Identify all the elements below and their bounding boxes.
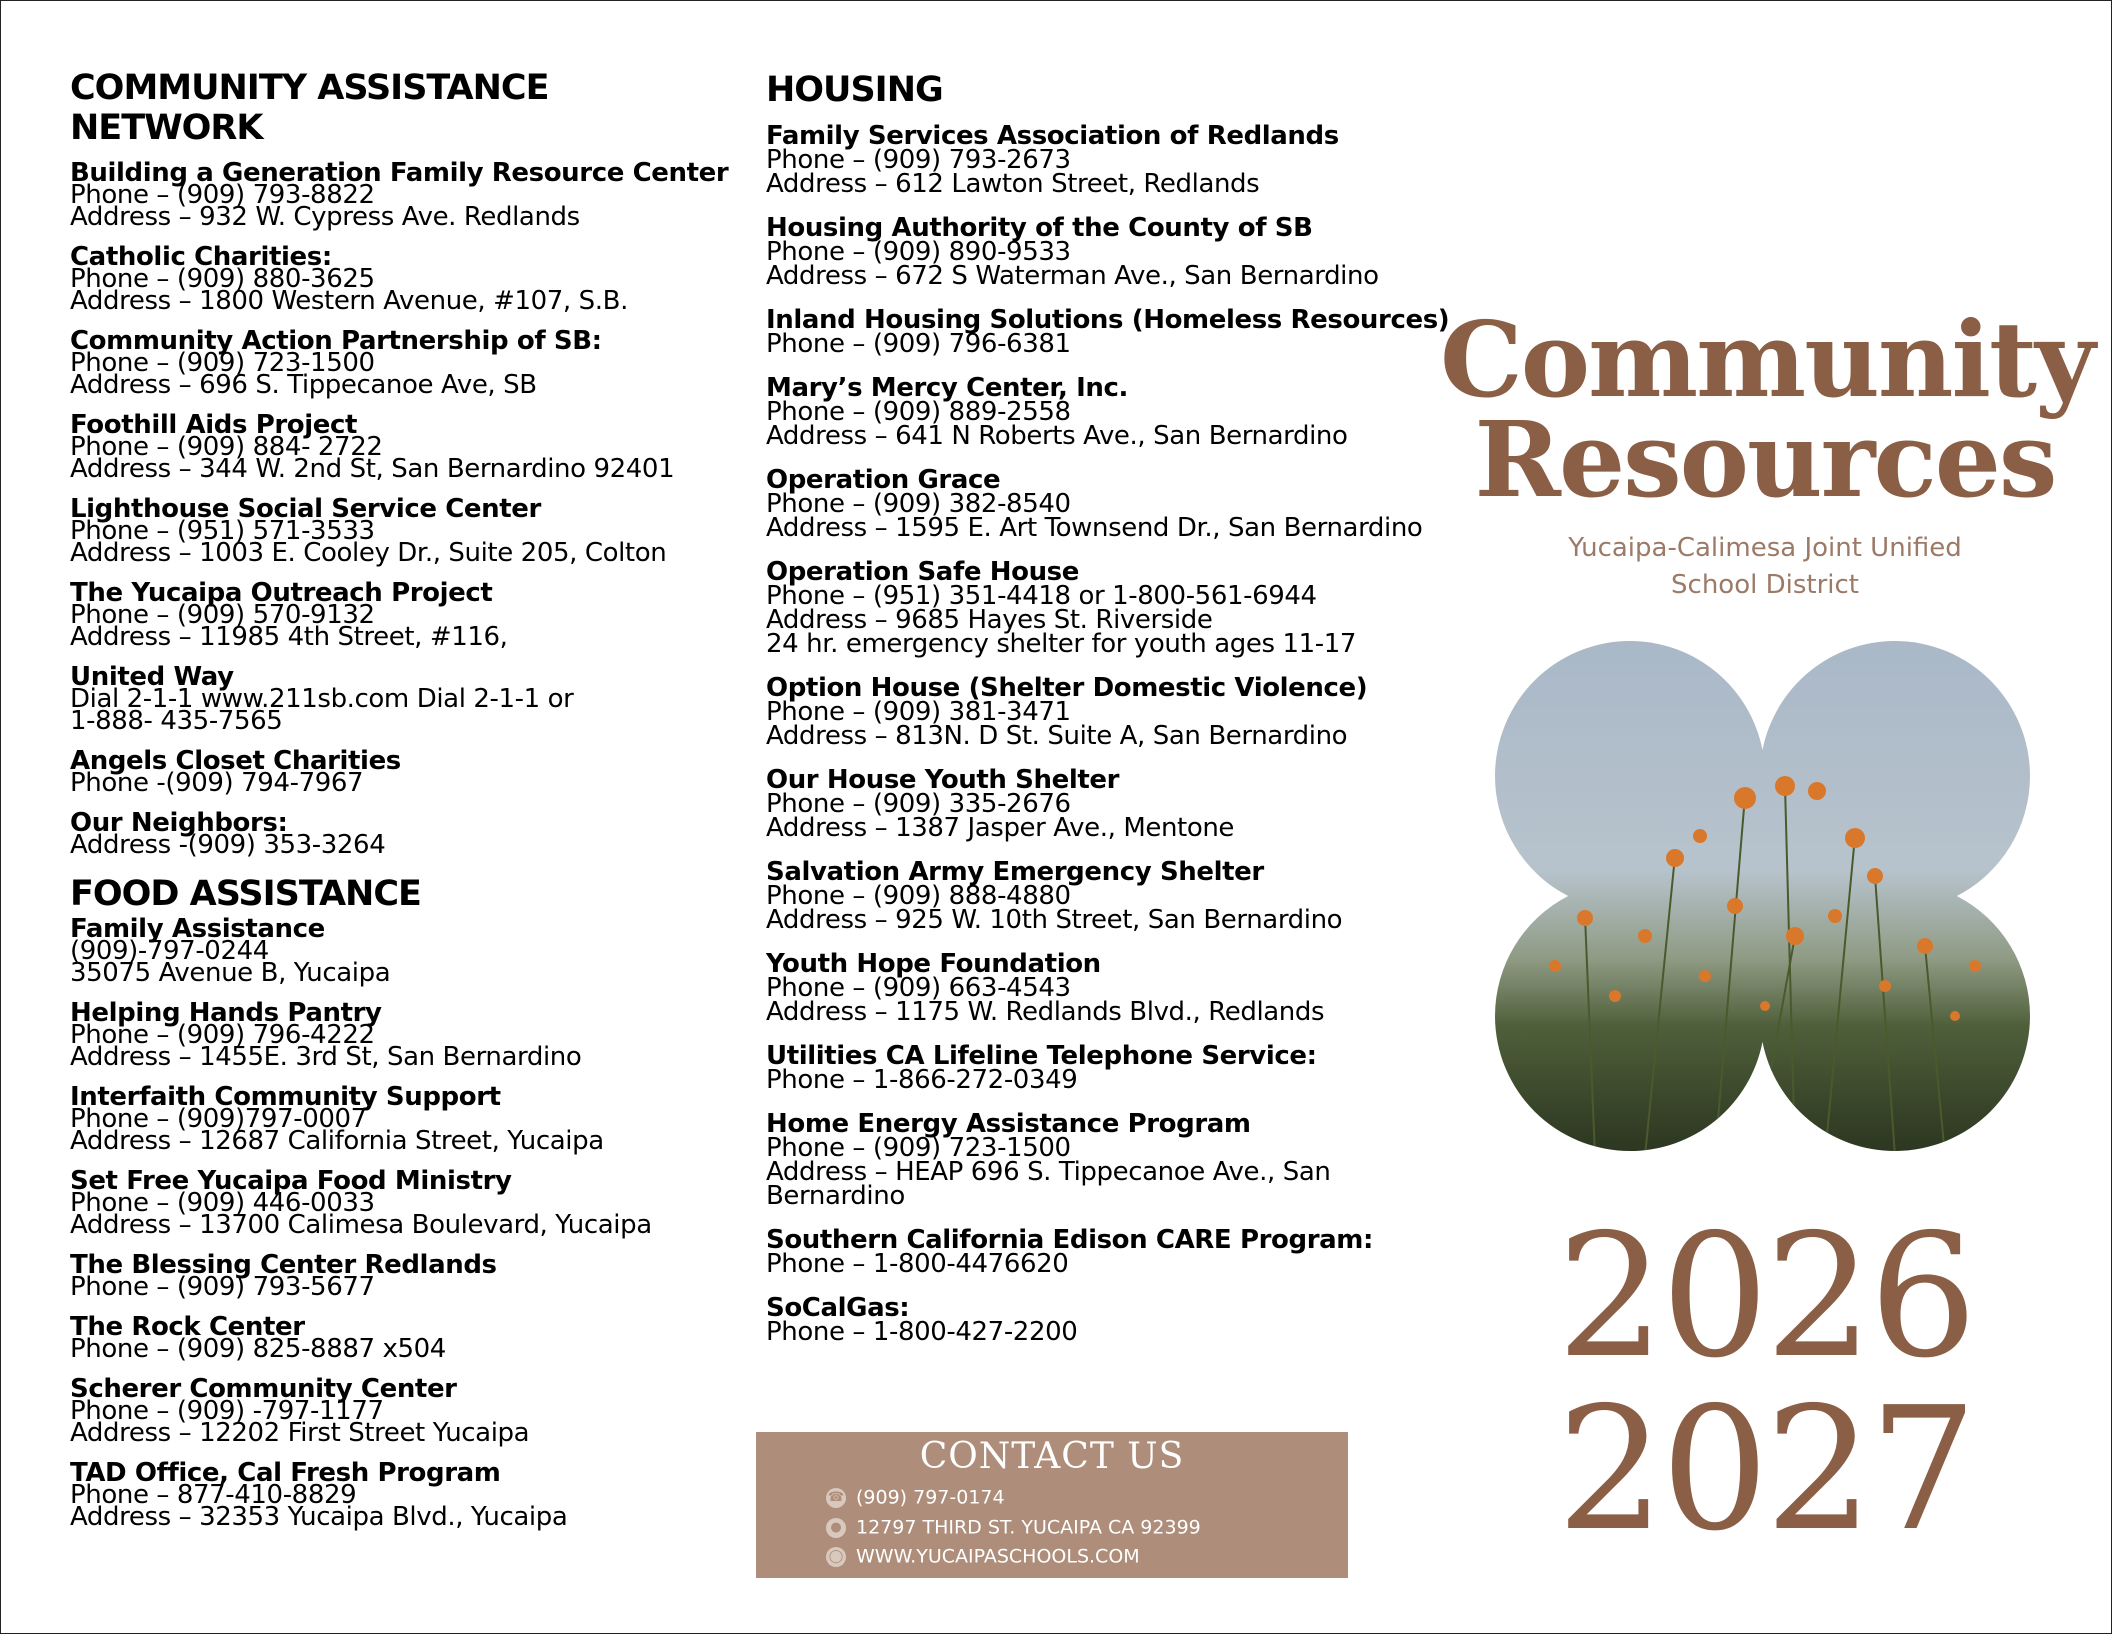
resource-entry: [766, 557, 1426, 659]
resource-entry: [766, 465, 1426, 543]
resource-entry: [766, 673, 1426, 751]
resource-name: Interfaith Community Support: [70, 1082, 501, 1112]
resource-detail: Phone – (909) 889-2558: [766, 397, 1071, 427]
resource-entry: [70, 494, 710, 568]
resource-name: The Blessing Center Redlands: [70, 1250, 497, 1280]
resource-detail: Address – 1003 E. Cooley Dr., Suite 205, Colton: [70, 538, 667, 568]
cover-title: [1440, 298, 2094, 521]
resource-entry: [766, 1293, 1426, 1347]
resource-entry: [70, 662, 710, 736]
resource-detail: Phone -(909) 794-7967: [70, 768, 364, 798]
resource-name: Set Free Yucaipa Food Ministry: [70, 1166, 512, 1196]
resource-name: Our Neighbors:: [70, 808, 288, 838]
resource-detail: Address -(909) 353-3264: [70, 830, 386, 860]
resource-entry: [70, 808, 710, 860]
resource-entry: [766, 1225, 1426, 1279]
resource-name: The Yucaipa Outreach Project: [70, 578, 493, 608]
resource-detail: Phone – (951) 351-4418 or 1-800-561-6944: [766, 581, 1317, 611]
resource-detail: Address – 813N. D St. Suite A, San Bernardino: [766, 721, 1348, 751]
resource-detail: Address – 1595 E. Art Townsend Dr., San Bernardino: [766, 513, 1423, 543]
section-title-food: FOOD ASSISTANCE: [70, 874, 421, 914]
resource-detail: Phone – (909)797-0007: [70, 1104, 367, 1134]
resource-detail: Phone – (909) -797-1177: [70, 1396, 384, 1426]
resource-entry: [70, 158, 729, 232]
resource-detail: Phone – (909) 796-6381: [766, 329, 1071, 359]
contact-title: CONTACT US: [919, 1436, 1185, 1477]
resource-name: Option House (Shelter Domestic Violence): [766, 673, 1368, 703]
section-title-housing: HOUSING: [766, 70, 943, 110]
resource-entry: [766, 213, 1426, 291]
resource-detail: Phone – (909) 890-9533: [766, 237, 1071, 267]
location-pin-icon: ●: [826, 1518, 846, 1538]
contact-address-row: [826, 1516, 1201, 1539]
cover-title-line1: Community: [1440, 298, 2094, 421]
resource-entry: [766, 857, 1426, 935]
resource-detail: Phone – (909) 723-1500: [70, 348, 375, 378]
resource-entry: [70, 914, 710, 988]
resource-detail: 1-888- 435-7565: [70, 706, 283, 736]
resource-detail: Phone – 1-800-427-2200: [766, 1317, 1078, 1347]
section-title-community: COMMUNITY ASSISTANCE NETWORK: [70, 68, 549, 148]
resource-detail: Bernardino: [766, 1181, 905, 1211]
cover-title-line2: Resources: [1474, 398, 2056, 521]
resource-detail: Phone – (909) 381-3471: [766, 697, 1071, 727]
community-entries: [70, 158, 729, 860]
resource-detail: Dial 2-1-1 www.211sb.com Dial 2-1-1 or: [70, 684, 574, 714]
resource-detail: Address – 641 N Roberts Ave., San Bernardino: [766, 421, 1348, 451]
resource-name: Housing Authority of the County of SB: [766, 213, 1313, 243]
contact-website[interactable]: WWW.YUCAIPASCHOOLS.COM: [856, 1545, 1140, 1568]
resource-detail: Address – 1800 Western Avenue, #107, S.B.: [70, 286, 628, 316]
resource-name: Youth Hope Foundation: [766, 949, 1101, 979]
resource-name: Our House Youth Shelter: [766, 765, 1120, 795]
contact-website-row: [826, 1545, 1140, 1568]
resource-detail: Phone – (909) 888-4880: [766, 881, 1071, 911]
resource-detail: Address – 1387 Jasper Ave., Mentone: [766, 813, 1235, 843]
resource-entry: [70, 1374, 710, 1448]
resource-detail: Address – 1175 W. Redlands Blvd., Redlands: [766, 997, 1325, 1027]
resource-detail: Phone – (909) 570-9132: [70, 600, 375, 630]
resource-detail: Phone – (909) 382-8540: [766, 489, 1071, 519]
resource-entry: [70, 746, 710, 798]
year-end: 2027: [1556, 1371, 1974, 1569]
resource-entry: [70, 410, 710, 484]
resource-entry: [70, 326, 710, 400]
resource-detail: Address – 12202 First Street Yucaipa: [70, 1418, 530, 1448]
resource-entry: [766, 765, 1426, 843]
resource-detail: Phone – 1-800-4476620: [766, 1249, 1069, 1279]
resource-name: The Rock Center: [70, 1312, 305, 1342]
resource-entry: [766, 949, 1426, 1027]
resource-name: Southern California Edison CARE Program:: [766, 1225, 1373, 1255]
resource-detail: Phone – (909) 335-2676: [766, 789, 1071, 819]
district-name: [1500, 530, 2030, 604]
resource-name: Foothill Aids Project: [70, 410, 358, 440]
food-entries: [70, 914, 710, 1532]
housing-entries: [766, 121, 1450, 1347]
resource-detail: Address – 925 W. 10th Street, San Bernardino: [766, 905, 1343, 935]
resource-detail: Phone – (909) 796-4222: [70, 1020, 375, 1050]
resource-entry: [70, 578, 710, 652]
resource-detail: Address – 12687 California Street, Yucaipa: [70, 1126, 604, 1156]
resource-name: Family Assistance: [70, 914, 325, 944]
resource-detail: 35075 Avenue B, Yucaipa: [70, 958, 391, 988]
globe-icon: ◯: [826, 1547, 846, 1567]
resource-name: Helping Hands Pantry: [70, 998, 382, 1028]
resource-entry: [766, 305, 1450, 359]
resource-name: Utilities CA Lifeline Telephone Service:: [766, 1041, 1317, 1071]
resource-detail: Address – 672 S Waterman Ave., San Bernardino: [766, 261, 1379, 291]
resource-entry: [70, 1166, 710, 1240]
resource-name: Home Energy Assistance Program: [766, 1109, 1251, 1139]
resource-name: Mary’s Mercy Center, Inc.: [766, 373, 1129, 403]
left-column: [70, 68, 729, 1546]
resource-detail: Phone – (909) 884- 2722: [70, 432, 383, 462]
resource-entry: [70, 998, 710, 1072]
resource-name: Community Action Partnership of SB:: [70, 326, 602, 356]
resource-detail: Address – 32353 Yucaipa Blvd., Yucaipa: [70, 1502, 568, 1532]
resource-detail: 24 hr. emergency shelter for youth ages 11-17: [766, 629, 1357, 659]
resource-entry: [70, 1250, 710, 1302]
middle-column: [766, 70, 1450, 1364]
resource-name: Scherer Community Center: [70, 1374, 457, 1404]
resource-detail: Phone – (909) 723-1500: [766, 1133, 1071, 1163]
resource-detail: Address – 344 W. 2nd St, San Bernardino 92401: [70, 454, 675, 484]
resource-name: Operation Safe House: [766, 557, 1079, 587]
resource-entry: [766, 373, 1426, 451]
contact-phone-row: [826, 1486, 1005, 1509]
resource-detail: (909)-797-0244: [70, 936, 269, 966]
resource-detail: Address – 13700 Calimesa Boulevard, Yucaipa: [70, 1210, 652, 1240]
resource-detail: Phone – (909) 793-5677: [70, 1272, 375, 1302]
resource-entry: [70, 1458, 710, 1532]
resource-detail: Phone – (909) 793-2673: [766, 145, 1071, 175]
resource-detail: Phone – 877-410-8829: [70, 1480, 357, 1510]
contact-box: [756, 1432, 1348, 1578]
resource-detail: Phone – (909) 880-3625: [70, 264, 375, 294]
resource-detail: Address – 1455E. 3rd St, San Bernardino: [70, 1042, 582, 1072]
resource-name: Angels Closet Charities: [70, 746, 401, 776]
resource-name: Building a Generation Family Resource Center: [70, 158, 729, 188]
resource-entry: [70, 1082, 710, 1156]
resource-detail: Phone – 1-866-272-0349: [766, 1065, 1078, 1095]
resource-detail: Address – 612 Lawton Street, Redlands: [766, 169, 1260, 199]
year-start: 2026: [1556, 1198, 1974, 1396]
resource-detail: Address – 932 W. Cypress Ave. Redlands: [70, 202, 580, 232]
resource-name: Salvation Army Emergency Shelter: [766, 857, 1264, 887]
resource-detail: Phone – (951) 571-3533: [70, 516, 375, 546]
resource-detail: Phone – (909) 446-0033: [70, 1188, 375, 1218]
resource-name: Family Services Association of Redlands: [766, 121, 1339, 151]
resource-name: Lighthouse Social Service Center: [70, 494, 541, 524]
district-line2: School District: [1671, 570, 1859, 600]
resource-name: Operation Grace: [766, 465, 1001, 495]
flower-field-image: [1495, 636, 2030, 1156]
resource-detail: Phone – (909) 663-4543: [766, 973, 1071, 1003]
contact-address: 12797 THIRD ST. YUCAIPA CA 92399: [856, 1516, 1201, 1539]
resource-entry: [766, 121, 1426, 199]
resource-entry: [766, 1041, 1426, 1095]
resource-entry: [766, 1109, 1426, 1211]
resource-detail: Phone – (909) 793-8822: [70, 180, 375, 210]
resource-detail: Address – 11985 4th Street, #116,: [70, 622, 508, 652]
contact-phone: (909) 797-0174: [856, 1486, 1005, 1509]
district-line1: Yucaipa-Calimesa Joint Unified: [1568, 533, 1962, 563]
resource-name: Inland Housing Solutions (Homeless Resources): [766, 305, 1450, 335]
resource-detail: Phone – (909) 825-8887 x504: [70, 1334, 446, 1364]
resource-detail: Address – 9685 Hayes St. Riverside: [766, 605, 1213, 635]
resource-detail: Address – HEAP 696 S. Tippecanoe Ave., San: [766, 1157, 1331, 1187]
resource-name: Catholic Charities:: [70, 242, 332, 272]
resource-entry: [70, 242, 710, 316]
phone-icon: ☎: [826, 1488, 846, 1508]
resource-name: United Way: [70, 662, 234, 692]
resource-entry: [70, 1312, 710, 1364]
resource-name: TAD Office, Cal Fresh Program: [70, 1458, 501, 1488]
resource-detail: Address – 696 S. Tippecanoe Ave, SB: [70, 370, 537, 400]
resource-name: SoCalGas:: [766, 1293, 910, 1323]
